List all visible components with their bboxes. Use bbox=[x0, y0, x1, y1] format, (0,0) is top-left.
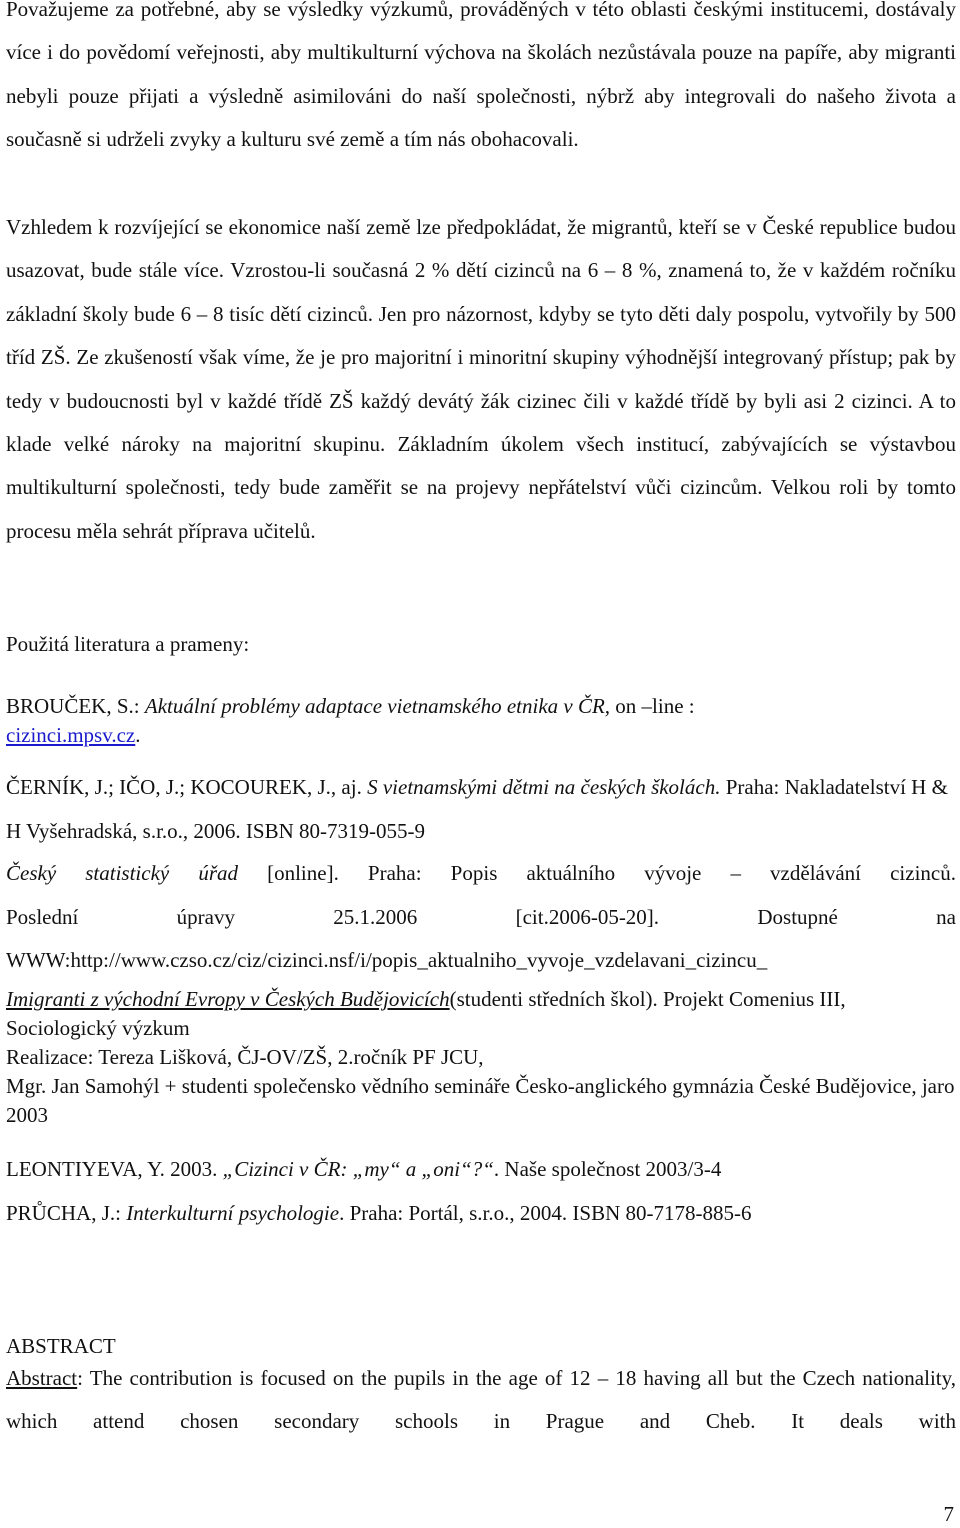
abstract-heading: ABSTRACT bbox=[6, 1334, 116, 1358]
reference-title: Imigranti z východní Evropy v Českých Budějovicích bbox=[6, 987, 450, 1011]
reference-separator: : bbox=[133, 694, 145, 718]
reference-link[interactable]: cizinci.mpsv.cz bbox=[6, 723, 136, 747]
reference-title: Český statistický úřad bbox=[6, 861, 238, 885]
reference-title: S vietnamskými dětmi na českých školách. bbox=[367, 775, 721, 799]
reference-details: (studenti středních škol). Projekt Comenius III, Sociologický výzkum bbox=[6, 987, 846, 1040]
reference-details: on –line : bbox=[610, 694, 695, 718]
body-paragraph-1 bbox=[6, 0, 956, 162]
reference-details: . Naše společnost 2003/3-4 bbox=[493, 1157, 722, 1181]
reference-title: Interkulturní psychologie bbox=[126, 1201, 340, 1225]
reference-broucek bbox=[6, 692, 956, 750]
reference-author: ČERNÍK, J.; IČO, J.; KOCOUREK, J., aj. bbox=[6, 775, 368, 799]
reference-authors: Mgr. Jan Samohýl + studenti společensko vědního semináře Česko-anglického gymnázia České Budějovice, jaro 2003 bbox=[6, 1074, 955, 1127]
abstract-label: Abstract bbox=[6, 1366, 78, 1390]
reference-line-2: Poslední úpravy 25.1.2006 [cit.2006-05-20]. Dostupné na bbox=[6, 904, 956, 929]
reference-title: Aktuální problémy adaptace vietnamského etnika v ČR, bbox=[144, 694, 611, 718]
references-heading: Použitá literatura a prameny: bbox=[6, 632, 250, 656]
reference-czso bbox=[6, 852, 956, 983]
reference-end: . bbox=[135, 723, 141, 747]
page-number: 7 bbox=[943, 1502, 954, 1526]
reference-author: BROUČEK, S. bbox=[6, 694, 134, 718]
reference-prucha bbox=[6, 1201, 956, 1226]
reference-author: PRŮCHA, J.: bbox=[6, 1201, 127, 1225]
paragraph-2-text: Vzhledem k rozvíjející se ekonomice naší země lze předpokládat, že migrantů, kteří se v České republice budou usazovat, bude stále více. Vzrostou-li současná 2 % dětí cizinců na 6 – 8 %, znamená to, že v každém ročníku základní školy bude 6 – 8 tisíc dětí cizinců. Jen pro názornost, kdyby se tyto děti daly pospolu, vytvořily by 500 tříd ZŠ. Ze zkušeností však víme, že je pro majoritní i minoritní skupiny výhodnější integrovaný přístup; pak by tedy v budoucnosti byl v každé třídě ZŠ každý devátý žák cizinec čili v každé třídě by byli asi 2 cizinci. A to klade velké nároky na majoritní skupinu. Základním úkolem všech institucí, zabývajících se výstavbou multikulturní společnosti, tedy bude zaměřit se na projevy nepřátelství vůči cizincům. Velkou roli by tomto procesu měla sehrát příprava učitelů. bbox=[6, 215, 956, 543]
reference-cernik bbox=[6, 766, 956, 853]
reference-details: [online]. Praha: Popis aktuálního vývoje – vzdělávání cizinců. bbox=[238, 861, 956, 885]
reference-title: „Cizinci v ČR: „my“ a „oni“?“ bbox=[222, 1157, 494, 1181]
reference-details: . Praha: Portál, s.r.o., 2004. ISBN 80-7178-885-6 bbox=[339, 1201, 752, 1225]
reference-details: Praha: Nakladatelství H & H Vyšehradská, s.r.o., 2006. ISBN 80-7319-055-9 bbox=[6, 775, 948, 843]
reference-leontiyeva bbox=[6, 1157, 956, 1182]
reference-url: WWW:http://www.czso.cz/ciz/cizinci.nsf/i/popis_aktualniho_vyvoje_vzdelavani_cizincu_ bbox=[6, 948, 768, 972]
reference-realization: Realizace: Tereza Lišková, ČJ-OV/ZŠ, 2.ročník PF JCU, bbox=[6, 1045, 484, 1069]
abstract-paragraph bbox=[6, 1357, 956, 1444]
reference-line-1 bbox=[6, 852, 956, 896]
paragraph-1-text: Považujeme za potřebné, aby se výsledky výzkumů, prováděných v této oblasti českými institucemi, dostávaly více i do povědomí veřejnosti, aby multikulturní výchova na školách nezůstávala pouze na papíře, aby migranti nebyli pouze přijati a výsledně asimilováni do naší společnosti, nýbrž aby integrovali do našeho života a současně si udrželi zvyky a kulturu své země a tím nás obohacovali. bbox=[6, 0, 956, 152]
reference-author: LEONTIYEVA, Y. 2003. bbox=[6, 1157, 223, 1181]
abstract-text: : The contribution is focused on the pupils in the age of 12 – 18 having all but the Czech nationality, which attend chosen secondary schools in Prague and Cheb. It deals with bbox=[6, 1366, 956, 1434]
reference-imigranti bbox=[6, 985, 956, 1130]
body-paragraph-2 bbox=[6, 206, 956, 553]
